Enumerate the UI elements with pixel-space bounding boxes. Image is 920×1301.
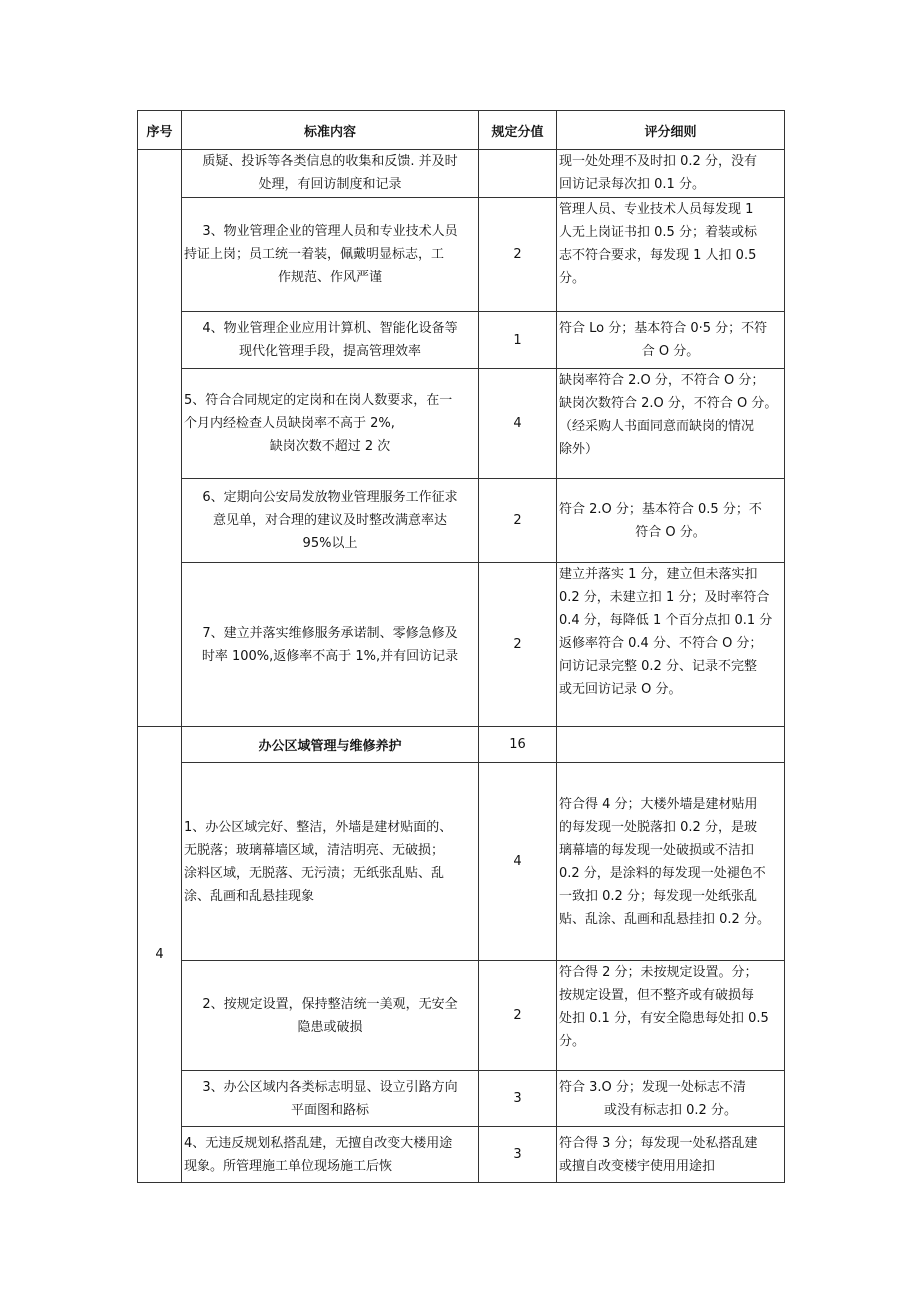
section-seq: 4: [138, 727, 182, 1183]
standard-cell: 3、物业管理企业的管理人员和专业技术人员 持证上岗；员工统一着装，佩戴明显标志，工 作规范、作风严谨: [182, 198, 479, 312]
header-score: 规定分值: [479, 111, 557, 150]
standard-cell: 1、办公区域完好、整洁，外墙是建材贴面的、 无脱落；玻璃幕墙区域，清洁明亮、无破损； 涂料区域，无脱落、无污渍；无纸张乱贴、乱 涂、乱画和乱悬挂现象: [182, 763, 479, 961]
detail-cell: 缺岗率符合 2.O 分，不符合 O 分； 缺岗次数符合 2.O 分，不符合 O 分。 （经采购人书面同意而缺岗的情况 除外）: [557, 369, 785, 479]
section-detail-empty: [557, 727, 785, 763]
detail-cell: 符合得 2 分；未按规定设置。分； 按规定设置，但不整齐或有破损每 处扣 0.1 分，有安全隐患每处扣 0.5 分。: [557, 961, 785, 1071]
standard-cell: 2、按规定设置，保持整洁统一美观，无安全 隐患或破损: [182, 961, 479, 1071]
score-cell: 4: [479, 369, 557, 479]
score-cell: 2: [479, 198, 557, 312]
score-cell: 3: [479, 1127, 557, 1183]
detail-cell: 符合 2.O 分；基本符合 0.5 分；不 符合 O 分。: [557, 479, 785, 563]
table-row: [138, 369, 785, 479]
table-row: [138, 1127, 785, 1183]
detail-cell: 符合得 4 分；大楼外墙是建材贴用 的每发现一处脱落扣 0.2 分，是玻 璃幕墙的每发现一处破损或不洁扣 0.2 分，是涂料的每发现一处褪色不 一致扣 0.2 分；每发现一处纸张乱 贴、乱涂、乱画和乱悬挂扣 0.2 分。: [557, 763, 785, 961]
table-row: [138, 198, 785, 312]
score-cell: 1: [479, 312, 557, 369]
detail-cell: 建立并落实 1 分，建立但未落实扣 0.2 分，未建立扣 1 分；及时率符合 0.4 分，每降低 1 个百分点扣 0.1 分 返修率符合 0.4 分、不符合 O 分； 问访记录完整 0.2 分、记录不完整 或无回访记录 O 分。: [557, 563, 785, 727]
score-cell: 2: [479, 563, 557, 727]
detail-cell: 现一处处理不及时扣 0.2 分，没有 回访记录每次扣 0.1 分。: [557, 150, 785, 198]
standard-cell: 7、建立并落实维修服务承诺制、零修急修及 时率 100%,返修率不高于 1%,并有回访记录: [182, 563, 479, 727]
score-cell: 2: [479, 479, 557, 563]
detail-cell: 符合得 3 分；每发现一处私搭乱建 或擅自改变楼宇使用用途扣: [557, 1127, 785, 1183]
table-row: [138, 479, 785, 563]
table-row: [138, 312, 785, 369]
detail-cell: 符合 3.O 分；发现一处标志不清 或没有标志扣 0.2 分。: [557, 1071, 785, 1127]
table-row: [138, 563, 785, 727]
header-standard: 标准内容: [182, 111, 479, 150]
detail-cell: 管理人员、专业技术人员每发现 1 人无上岗证书扣 0.5 分；着装或标 志不符合要求，每发现 1 人扣 0.5 分。: [557, 198, 785, 312]
standard-cell: 5、符合合同规定的定岗和在岗人数要求，在一 个月内经检查人员缺岗率不高于 2%, 缺岗次数不超过 2 次: [182, 369, 479, 479]
scoring-table: [137, 110, 785, 1183]
section-score: 16: [479, 727, 557, 763]
standard-cell: 质疑、投诉等各类信息的收集和反馈. 并及时 处理，有回访制度和记录: [182, 150, 479, 198]
standard-cell: 4、物业管理企业应用计算机、智能化设备等 现代化管理手段，提高管理效率: [182, 312, 479, 369]
standard-cell: 3、办公区域内各类标志明显、设立引路方向 平面图和路标: [182, 1071, 479, 1127]
header-row: [138, 111, 785, 150]
score-cell: 4: [479, 763, 557, 961]
table-row: [138, 961, 785, 1071]
detail-cell: 符合 Lo 分；基本符合 0·5 分；不符 合 O 分。: [557, 312, 785, 369]
seq-cell-empty: [138, 150, 182, 727]
standard-cell: 4、无违反规划私搭乱建，无擅自改变大楼用途 现象。所管理施工单位现场施工后恢: [182, 1127, 479, 1183]
table-row: [138, 763, 785, 961]
header-seq: 序号: [138, 111, 182, 150]
score-cell: [479, 150, 557, 198]
header-detail: 评分细则: [557, 111, 785, 150]
table-row: [138, 1071, 785, 1127]
section-title: 办公区域管理与维修养护: [182, 727, 479, 763]
standard-cell: 6、定期向公安局发放物业管理服务工作征求 意见单，对合理的建议及时整改满意率达 95%以上: [182, 479, 479, 563]
section-row: [138, 727, 785, 763]
score-cell: 3: [479, 1071, 557, 1127]
score-cell: 2: [479, 961, 557, 1071]
table-row: [138, 150, 785, 198]
